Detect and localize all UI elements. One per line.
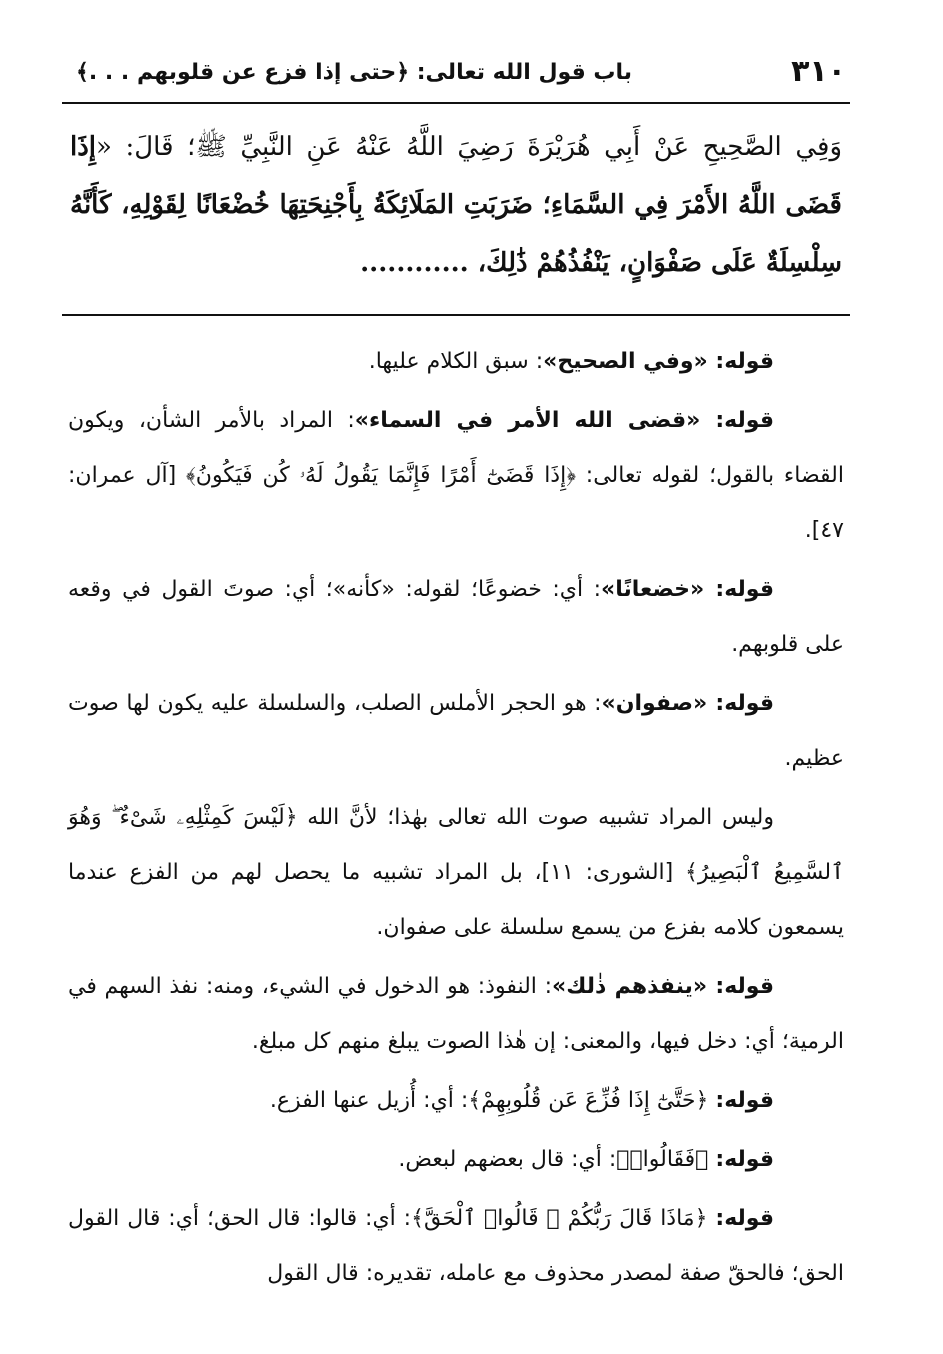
commentary-paragraph <box>68 790 844 955</box>
book-page <box>62 50 850 1330</box>
paragraph-text: وليس المراد تشبيه صوت الله تعالى بهٰذا؛ لأنَّ الله ﴿لَيْسَ كَمِثْلِهِۦ شَىْءٌ ۖ وَهُوَ ٱلسَّمِيعُ ٱلْبَصِيرُ﴾ [الشورى: ١١]، بل المراد تشبيه ما يحصل لهم من الفزع عندما يسمعون كلامه بفزع من يسمع سلسلة على صفوان. <box>68 805 845 940</box>
commentary-paragraph <box>68 1073 844 1128</box>
paragraph-text: : المراد بالأمر الشأن، ويكون القضاء بالقول؛ لقوله تعالى: ﴿إِذَا قَضَىٰٓ أَمْرًا فَإِنَّمَا يَقُولُ لَهُۥ كُن فَيَكُونُ﴾ [آل عمران: ٤٧]. <box>68 408 844 543</box>
commentary-paragraph <box>68 1191 844 1301</box>
commentary-paragraph <box>68 562 844 672</box>
paragraph-lead: قوله: «صفوان» <box>601 691 774 716</box>
section-divider <box>62 314 850 316</box>
paragraph-text: ﴿فَقَالُوا۟﴾: أي: قال بعضهم لبعض. <box>398 1147 716 1172</box>
paragraph-lead: قوله: «خضعانًا» <box>601 577 774 602</box>
paragraph-text: : أي: خضوعًا؛ لقوله: «كأنه»؛ أي: صوتَ القول في وقعه على قلوبهم. <box>68 577 844 657</box>
paragraph-lead: قوله: <box>715 1147 774 1172</box>
paragraph-text: ﴿مَاذَا قَالَ رَبُّكُمْ ۖ قَالُوا۟ ٱلْحَقَّ﴾: أي: قالوا: قال الحق؛ أي: قال القول الحق؛ فالحقّ صفة لمصدر محذوف مع عامله، تقديره: قال القول <box>68 1206 844 1286</box>
chapter-title: باب قول الله تعالى: ﴿حتى إذا فزع عن قلوبهم . . .﴾ <box>76 60 633 85</box>
commentary <box>62 334 850 1301</box>
paragraph-lead: قوله: «ينفذهم ذٰلك» <box>552 974 774 999</box>
paragraph-text: : سبق الكلام عليها. <box>368 349 544 374</box>
commentary-paragraph <box>68 959 844 1069</box>
commentary-paragraph <box>68 1132 844 1187</box>
paragraph-text: ﴿حَتَّىٰٓ إِذَا فُزِّعَ عَن قُلُوبِهِمْ﴾: أي: أُزيل عنها الفزع. <box>269 1088 716 1113</box>
running-header <box>62 50 850 104</box>
commentary-paragraph <box>68 334 844 389</box>
paragraph-lead: قوله: «وفي الصحيح» <box>543 349 774 374</box>
page-number: ٣١٠ <box>791 54 846 89</box>
paragraph-text: : هو الحجر الأملس الصلب، والسلسلة عليه يكون لها صوت عظيم. <box>68 691 844 771</box>
commentary-paragraph <box>68 393 844 558</box>
paragraph-lead: قوله: <box>715 1088 774 1113</box>
paragraph-text: : النفوذ: هو الدخول في الشيء، ومنه: نفذ السهم في الرمية؛ أي: دخل فيها، والمعنى: إن هٰذا الصوت يبلغ منهم كل مبلغ. <box>68 974 844 1054</box>
hadith-chain: وَفِي الصَّحِيحِ عَنْ أَبِي هُرَيْرَةَ رَضِيَ اللَّهُ عَنْهُ عَنِ النَّبِيِّ ﷺ؛ <box>187 132 842 162</box>
hadith-intro: قَالَ: « <box>96 132 174 162</box>
paragraph-lead: قوله: <box>715 1206 774 1231</box>
hadith-text <box>62 118 850 292</box>
paragraph-lead: قوله: «قضى الله الأمر في السماء» <box>354 408 774 433</box>
commentary-paragraph <box>68 676 844 786</box>
hadith-body: إِذَا قَضَى اللَّهُ الأَمْرَ فِي السَّمَاءِ؛ ضَرَبَتِ المَلَائِكَةُ بِأَجْنِحَتِهَا خُضْعَانًا لِقَوْلِهِ، كَأَنَّهُ سِلْسِلَةٌ عَلَى صَفْوَانٍ، يَنْفُذُهُمْ ذَٰلِكَ، ............ <box>70 132 842 278</box>
